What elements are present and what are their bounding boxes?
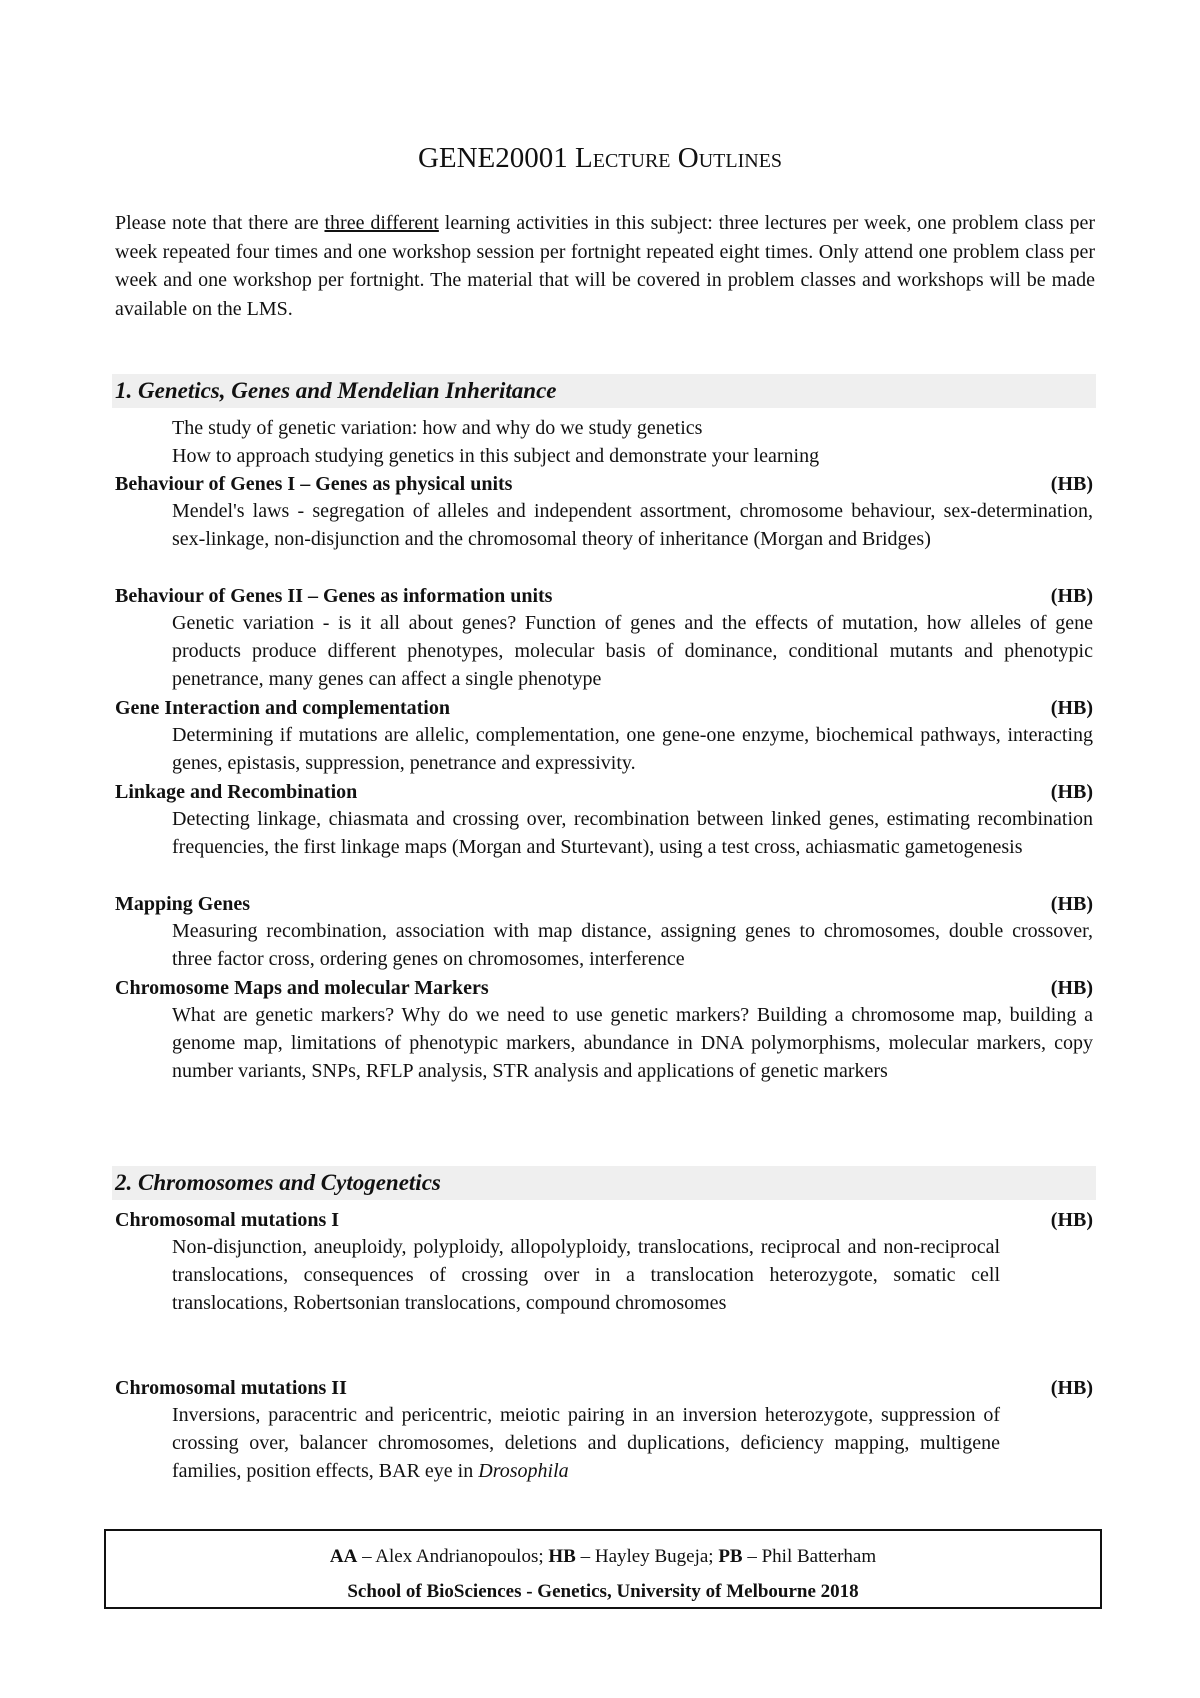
topic-name: Chromosomal mutations I: [115, 1209, 340, 1231]
topic-name: Mapping Genes: [115, 893, 251, 915]
lecturer-code: (HB): [1050, 473, 1093, 495]
topic-heading: [115, 890, 1093, 918]
lecturer-abbr-aa: AA: [329, 1546, 358, 1567]
topic-heading: [115, 694, 1093, 722]
intro-underlined: three different: [324, 212, 439, 234]
document-title: [0, 142, 1200, 175]
intro-after: learning activities in this subject: three lectures per week, one problem class per week repeated four times and one workshop session per fortnight repeated eight times. Only attend one problem class per week and one workshop per fortnight. The material that will be covered in problem classes and workshops will be made available on the LMS.: [115, 212, 1095, 320]
topic-name: Linkage and Recombination: [115, 781, 358, 803]
topic-heading: [115, 778, 1093, 806]
topic-name: Behaviour of Genes II – Genes as information units: [115, 585, 553, 607]
lecturer-name-pb: – Phil Batterham: [742, 1546, 877, 1567]
lecturer-abbr-hb: HB: [548, 1546, 576, 1567]
topic-heading: [115, 974, 1093, 1002]
lecturer-code: (HB): [1050, 977, 1093, 999]
topic-heading: [115, 470, 1093, 498]
topic-heading: [115, 1374, 1093, 1402]
title-code: GENE20001: [417, 142, 576, 174]
section-1-intro-line-1: The study of genetic variation: how and why do we study genetics: [172, 417, 703, 439]
topic-heading: [115, 582, 1093, 610]
topic-name: Chromosome Maps and molecular Markers: [115, 977, 489, 999]
topic-name: Gene Interaction and complementation: [115, 697, 450, 719]
lecturer-abbr-pb: PB: [718, 1546, 743, 1567]
lecturer-name-aa: – Alex Andrianopoulos;: [357, 1546, 549, 1567]
topic-description: Determining if mutations are allelic, complementation, one gene-one enzyme, biochemical pathways, interacting genes, epistasis, suppression, penetrance and expressivity.: [172, 724, 1093, 774]
topic-name: Behaviour of Genes I – Genes as physical units: [115, 473, 513, 495]
topic-description: What are genetic markers? Why do we need to use genetic markers? Building a chromosome map, building a genome map, limitations of phenotypic markers, abundance in DNA polymorphisms, molecular markers, copy number variants, SNPs, RFLP analysis, STR analysis and applications of genetic markers: [172, 1004, 1093, 1082]
intro-paragraph: [115, 209, 1095, 323]
footer-box: [104, 1529, 1102, 1609]
title-text: Lecture Outlines: [575, 142, 783, 174]
intro-before: Please note that there are: [115, 212, 325, 234]
topic-description: Mendel's laws - segregation of alleles and independent assortment, chromosome behaviour, sex-determination, sex-linkage, non-disjunction and the chromosomal theory of inheritance (Morgan and Bridges): [172, 500, 1093, 550]
topic-description: Genetic variation - is it all about genes? Function of genes and the effects of mutation, how alleles of gene products produce different phenotypes, molecular basis of dominance, conditional mutants and phenotypic penetrance, many genes can affect a single phenotype: [172, 612, 1093, 690]
lecturer-code: (HB): [1050, 1377, 1093, 1399]
lecturer-name-hb: – Hayley Bugeja;: [575, 1546, 719, 1567]
lecturer-code: (HB): [1050, 585, 1093, 607]
topic-description: Non-disjunction, aneuploidy, polyploidy, allopolyploidy, translocations, reciprocal and non-reciprocal translocations, consequences of crossing over in a translocation heterozygote, somatic cell translocations, Robertsonian translocations, compound chromosomes: [172, 1236, 1000, 1314]
topic-description: [172, 1402, 1000, 1485]
lecturer-key: [106, 1546, 1100, 1568]
topic-description: Detecting linkage, chiasmata and crossing over, recombination between linked genes, estimating recombination frequencies, the first linkage maps (Morgan and Sturtevant), using a test cross, achiasmatic gametogenesis: [172, 808, 1093, 858]
species-name: Drosophila: [478, 1459, 569, 1482]
lecturer-code: (HB): [1050, 697, 1093, 719]
topic-description: Measuring recombination, association with map distance, assigning genes to chromosomes, double crossover, three factor cross, ordering genes on chromosomes, interference: [172, 920, 1093, 970]
section-1-title: 1. Genetics, Genes and Mendelian Inheritance: [115, 378, 557, 403]
section-2-title: 2. Chromosomes and Cytogenetics: [115, 1170, 441, 1195]
topic-name: Chromosomal mutations II: [115, 1377, 347, 1399]
lecturer-code: (HB): [1050, 1209, 1093, 1231]
lecturer-code: (HB): [1050, 781, 1093, 803]
section-1-intro-line-2: How to approach studying genetics in this subject and demonstrate your learning: [172, 445, 820, 467]
institution-line: School of BioSciences - Genetics, University of Melbourne 2018: [347, 1581, 859, 1602]
topic-heading: [115, 1206, 1093, 1234]
lecturer-code: (HB): [1050, 893, 1093, 915]
topic-description-text: Inversions, paracentric and pericentric, meiotic pairing in an inversion heterozygote, suppression of crossing over, balancer chromosomes, deletions and duplications, deficiency mapping, multigene families, position effects, BAR eye in: [172, 1404, 1000, 1482]
